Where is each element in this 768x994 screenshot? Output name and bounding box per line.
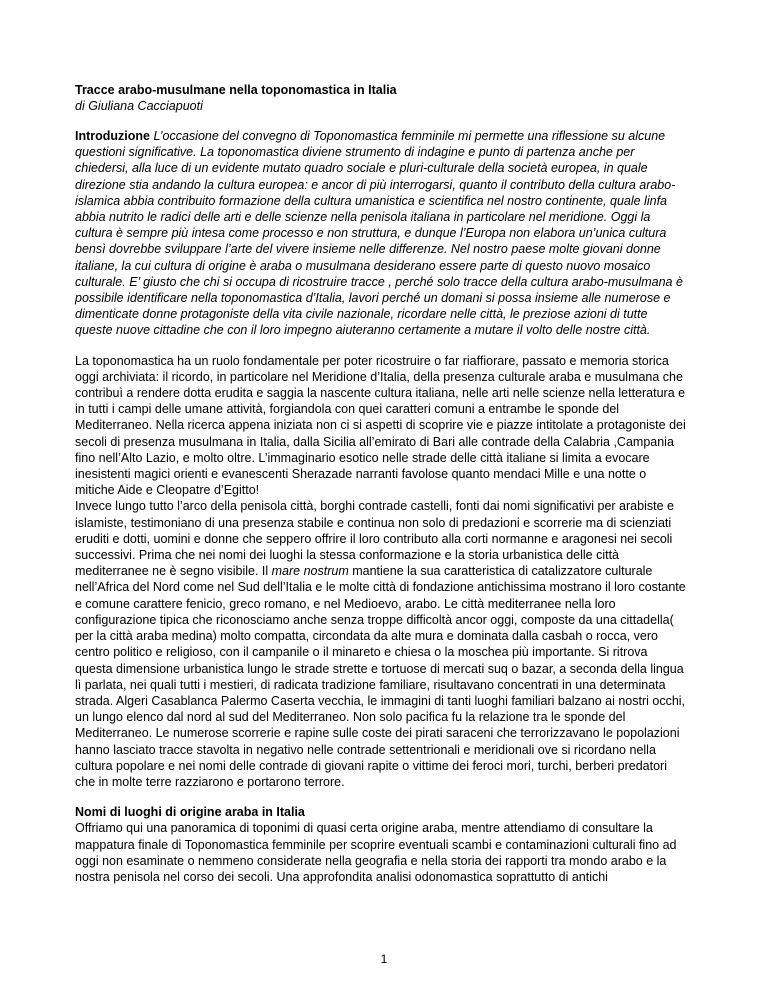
section-heading: Nomi di luoghi di origine araba in Italia: [75, 805, 305, 820]
introduction-text: L’occasione del convegno di Toponomastica femminile mi permette una riflessione su alcune questioni significative. La toponomastica diviene strumento di indagine e punto di partenza anche per chiedersi, alla luce di un evidente mutato quadro sociale e pluri-culturale della società europea, in quale direzione stia andando la cultura europea: e ancor di più interrogarsi, quanto il contributo della cultura arabo-islamica abbia contribuito formazione della cultura umanistica e scientifica nel nostro continente, quale linfa abbia nutrito le radici delle arti e delle scienze nella penisola italiana in particolare nel meridione. Oggi la cultura è sempre più intesa come processo e non struttura, e dunque l’Europa non elabora un’unica cultura bensì dovrebbe sviluppare l’arte del vivere insieme nelle differenze. Nel nostro paese molte giovani donne italiane, la cui cultura di origine è araba o musulmana desiderano essere parte di questo nuovo mosaico culturale. E’ giusto che chi si occupa di ricostruire tracce , perché solo tracce della cultura arabo-musulmana è possibile identificare nella toponomastica d’Italia, lavori perché un domani si possa insieme alle numerose e dimenticate donne protagoniste della vita civile nazionale, ricordare nelle città, le preziose azioni di tutte queste nuove cittadine che con il loro impegno aiuteranno certamente a mutare il volto delle nostre città.: [75, 129, 683, 338]
mare-nostrum-emphasis: mare nostrum: [271, 564, 349, 579]
body-paragraph-1: La toponomastica ha un ruolo fondamentale per poter ricostruire o far riaffiorare, passato e memoria storica oggi archiviata: il ricordo, in particolare nel Meridione d’Italia, della presenza culturale araba e musulmana che contribuì a rendere dotta erudita e saggia la nascente cultura italiana, nelle arti nelle scienze nella letteratura e in tutti i campi delle umane attività, forgiandola con quei caratteri comuni a entrambe le sponde del Mediterraneo. Nella ricerca appena iniziata non ci si aspetti di scoprire vie e piazze intitolate a protagoniste dei secoli di presenza musulmana in Italia, dalla Sicilia all’emirato di Bari alle contrade della Calabria ,Campania fino nell’Alto Lazio, e molto oltre. L’immaginario esotico nelle strade delle città italiane si limita a evocare inesistenti magici orienti e evanescenti Sherazade narranti favolose quanto mendaci Mille e una notte o mitiche Aide e Cleopatre d’Egitto!: [75, 353, 686, 498]
body-paragraph-2-part-a: Invece lungo tutto l’arco della penisola città, borghi contrade castelli, fonti dai nomi significativi per arabiste e islamiste, testimoniano di una presenza stabile e continua non solo di predazioni e scorrerie ma di scienziati eruditi e dotti, uomini e donne che seppero offrire il loro contributo alla corti normanne e aragonesi nei secoli successivi. Prima che nei nomi dei luoghi la stessa conformazione e la storia urbanistica delle città mediterranee ne è segno visibile. Il: [75, 499, 674, 579]
title-block: [75, 82, 688, 114]
introduction-heading: Introduzione: [75, 129, 150, 143]
page-number: 1: [380, 952, 388, 966]
body-paragraph-3: Offriamo qui una panoramica di toponimi di quasi certa origine araba, mentre attendiamo di consultare la mappatura finale di Toponomastica femminile per scoprire eventuali scambi e contaminazioni culturali fino ad oggi non esaminate o nemmeno considerate nella geografia e nella storia dei rapporti tra mondo arabo e la nostra penisola nel corso dei secoli. Una approfondita analisi odonomastica soprattutto di antichi: [75, 821, 677, 884]
body-paragraph-2-part-b: mantiene la sua caratteristica di catalizzatore culturale nell’Africa del Nord come nel Sud dell’Italia e le molte città di fondazione antichissima mostrano il loro costante e comune carattere fenicio, greco romano, e nel Medioevo, arabo. Le città mediterranee nella loro configurazione tipica che riconosciamo anche senza troppe difficoltà ancor oggi, composte da una cittadella( per la città araba medina) molto compatta, circondata da alte mura e dominata dalla casbah o rocca, vero centro politico e religioso, con il campanile o il minareto e chiesa o la moschea più importante. Si ritrova questa dimensione urbanistica lungo le strade strette e tortuose di mercati suq o bazar, a seconda della lingua lì parlata, nei quali tutti i mestieri, di radicata tradizione familiare, risultavano concentrati in una determinata strada. Algeri Casablanca Palermo Caserta vecchia, le immagini di tanti luoghi familiari balzano ai nostri occhi, un lungo elenco dal nord al sud del Mediterraneo. Non solo pacifica fu la relazione tra le sponde del Mediterraneo. Le numerose scorrerie e rapine sulle coste dei pirati saraceni che terrorizzavano le popolazioni hanno lasciato tracce stavolta in negativo nelle contrade settentrionali e meridionali ove si ricordano nella cultura popolare e nei nomi delle contrade di giovani rapite o vittime dei feroci mori, turchi, berberi predatori che in molte terre razziarono e portarono terrore.: [75, 564, 686, 789]
introduction-paragraph: [75, 128, 688, 339]
document-title: Tracce arabo-musulmane nella toponomastica in Italia: [75, 83, 397, 97]
document-author: di Giuliana Cacciapuoti: [75, 99, 203, 113]
body-paragraph-2: [75, 498, 688, 790]
